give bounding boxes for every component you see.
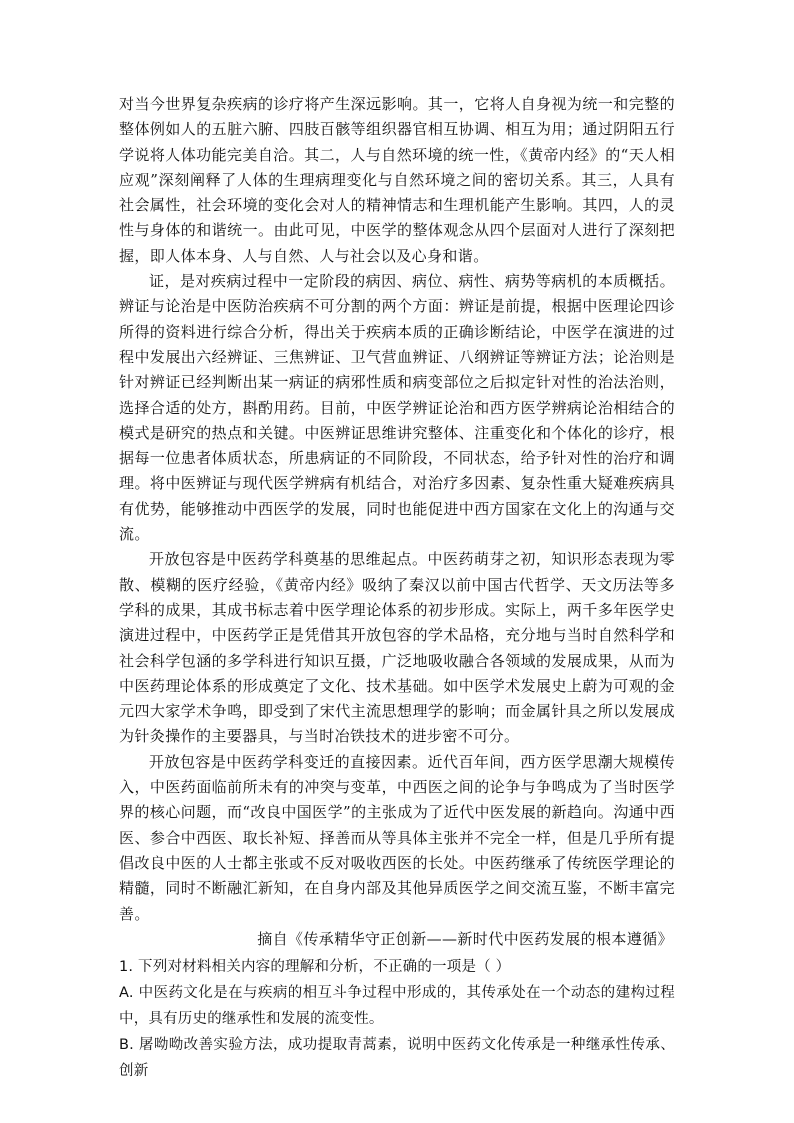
question-block <box>119 954 675 1084</box>
option-a: A. 中医药文化是在与疾病的相互斗争过程中形成的，其传承处在一个动态的建构过程中，具有历史的继承性和发展的流变性。 <box>119 984 675 1027</box>
passage-paragraph-4: 开放包容是中医药学科变迁的直接因素。近代百年间，西方医学思潮大规模传入，中医药面临前所未有的冲突与变革，中西医之间的论争与争鸣成为了当时医学界的核心问题，而“改良中国医学”的主张成为了近代中医发展的新趋向。沟通中西医、参合中西医、取长补短、择善而从等具体主张并不完全一样，但是几乎所有提倡改良中医的人士都主张或不反对吸收西医的长处。中医药继承了传统医学理论的精髓，同时不断融汇新知，在自身内部及其他异质医学之间交流互鉴，不断丰富完善。 <box>119 752 675 923</box>
passage-source: 摘自《传承精华守正创新——新时代中医药发展的根本遵循》 <box>257 929 673 948</box>
document-page <box>119 92 675 1084</box>
passage-paragraph-2: 证，是对疾病过程中一定阶段的病因、病位、病性、病势等病机的本质概括。辨证与论治是中医防治疾病不可分割的两个方面：辨证是前提，根据中医理论四诊所得的资料进行综合分析，得出关于疾病本质的正确诊断结论，中医学在演进的过程中发展出六经辨证、三焦辨证、卫气营血辨证、八纲辨证等辨证方法；论治则是针对辨证已经判断出某一病证的病邪性质和病变部位之后拟定针对性的治法治则，选择合适的处方，斟酌用药。目前，中医学辨证论治和西方医学辨病论治相结合的模式是研究的热点和关键。中医辨证思维讲究整体、注重变化和个体化的诊疗，根据每一位患者体质状态，所患病证的不同阶段，不同状态，给予针对性的治疗和调理。将中医辨证与现代医学辨病有机结合，对治疗多因素、复杂性重大疑难疾病具有优势，能够推动中西医学的发展，同时也能促进中西方国家在文化上的沟通与交流。 <box>119 272 675 544</box>
question-stem: 1. 下列对材料相关内容的理解和分析，不正确的一项是（ ） <box>119 958 511 975</box>
passage-paragraph-1: 对当今世界复杂疾病的诊疗将产生深远影响。其一，它将人自身视为统一和完整的整体例如人的五脏六腑、四肢百骸等组织器官相互协调、相互为用；通过阴阳五行学说将人体功能完美自洽。其二，人与自然环境的统一性，《黄帝内经》的“天人相应观”深刻阐释了人体的生理病理变化与自然环境之间的密切关系。其三，人具有社会属性，社会环境的变化会对人的精神情志和生理机能产生影响。其四，人的灵性与身体的和谐统一。由此可见，中医学的整体观念从四个层面对人进行了深刻把握，即人体本身、人与自然、人与社会以及心身和谐。 <box>119 95 675 265</box>
passage-paragraph-3: 开放包容是中医药学科奠基的思维起点。中医药萌芽之初，知识形态表现为零散、模糊的医疗经验，《黄帝内经》吸纳了秦汉以前中国古代哲学、天文历法等多学科的成果，其成书标志着中医学理论体系的初步形成。实际上，两千多年医学史演进过程中，中医药学正是凭借其开放包容的学术品格，充分地与当时自然科学和社会科学包涵的多学科进行知识互摄，广泛地吸收融合各领域的发展成果，从而为中医药理论体系的形成奠定了文化、技术基础。如中医学术发展史上蔚为可观的金元四大家学术争鸣，即受到了宋代主流思想理学的影响；而金属针具之所以发展成为针灸操作的主要器具，与当时冶铁技术的进步密不可分。 <box>119 550 675 746</box>
option-b: B. 屠呦呦改善实验方法，成功提取青蒿素，说明中医药文化传承是一种继承性传承、创新 <box>119 1036 675 1079</box>
